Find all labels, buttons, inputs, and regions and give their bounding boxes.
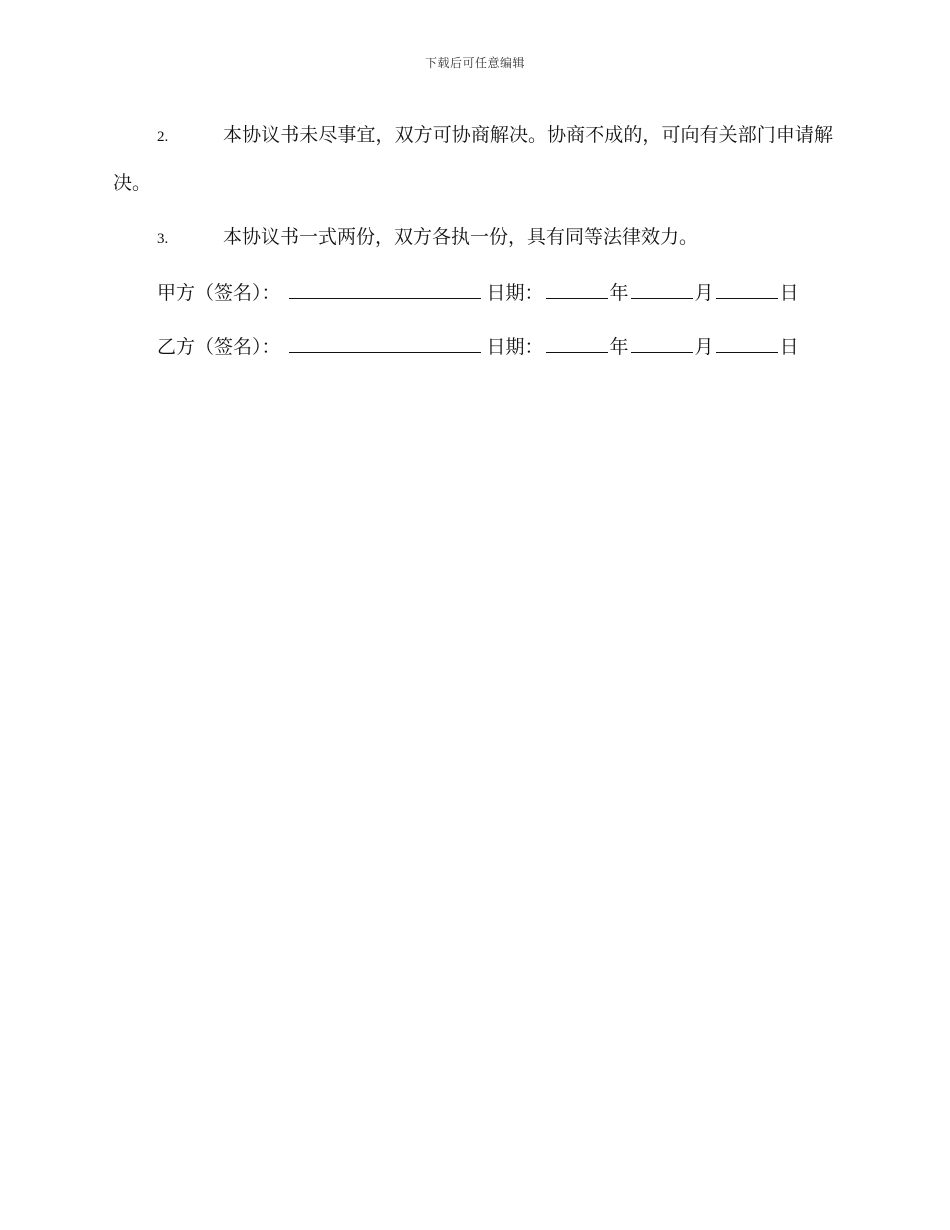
day-label: 日 [779, 336, 799, 358]
signature-blank[interactable] [289, 330, 481, 353]
date-label: 日期： [486, 282, 544, 304]
clause-2 [113, 112, 833, 206]
signature-blank[interactable] [289, 276, 481, 299]
signature-line-party-a [113, 270, 833, 316]
clause-text: 本协议书未尽事宜，双方可协商解决。协商不成的，可向有关部门申请解决。 [113, 124, 833, 194]
month-label: 月 [694, 282, 714, 304]
date-label: 日期： [486, 336, 544, 358]
month-blank[interactable] [631, 330, 693, 353]
party-label: 甲方（签名）： [157, 282, 281, 304]
clause-number: 2. [157, 129, 169, 145]
clause-3 [113, 214, 833, 262]
month-blank[interactable] [631, 276, 693, 299]
year-label: 年 [609, 336, 629, 358]
year-label: 年 [609, 282, 629, 304]
party-label: 乙方（签名）： [157, 336, 281, 358]
document-body [113, 112, 833, 378]
clause-text: 本协议书一式两份，双方各执一份，具有同等法律效力。 [223, 226, 699, 248]
month-label: 月 [694, 336, 714, 358]
page-header: 下载后可任意编辑 [424, 56, 525, 70]
year-blank[interactable] [546, 330, 608, 353]
signature-line-party-b [113, 324, 833, 370]
day-blank[interactable] [716, 330, 778, 353]
clause-number: 3. [157, 231, 169, 247]
day-blank[interactable] [716, 276, 778, 299]
year-blank[interactable] [546, 276, 608, 299]
day-label: 日 [779, 282, 799, 304]
